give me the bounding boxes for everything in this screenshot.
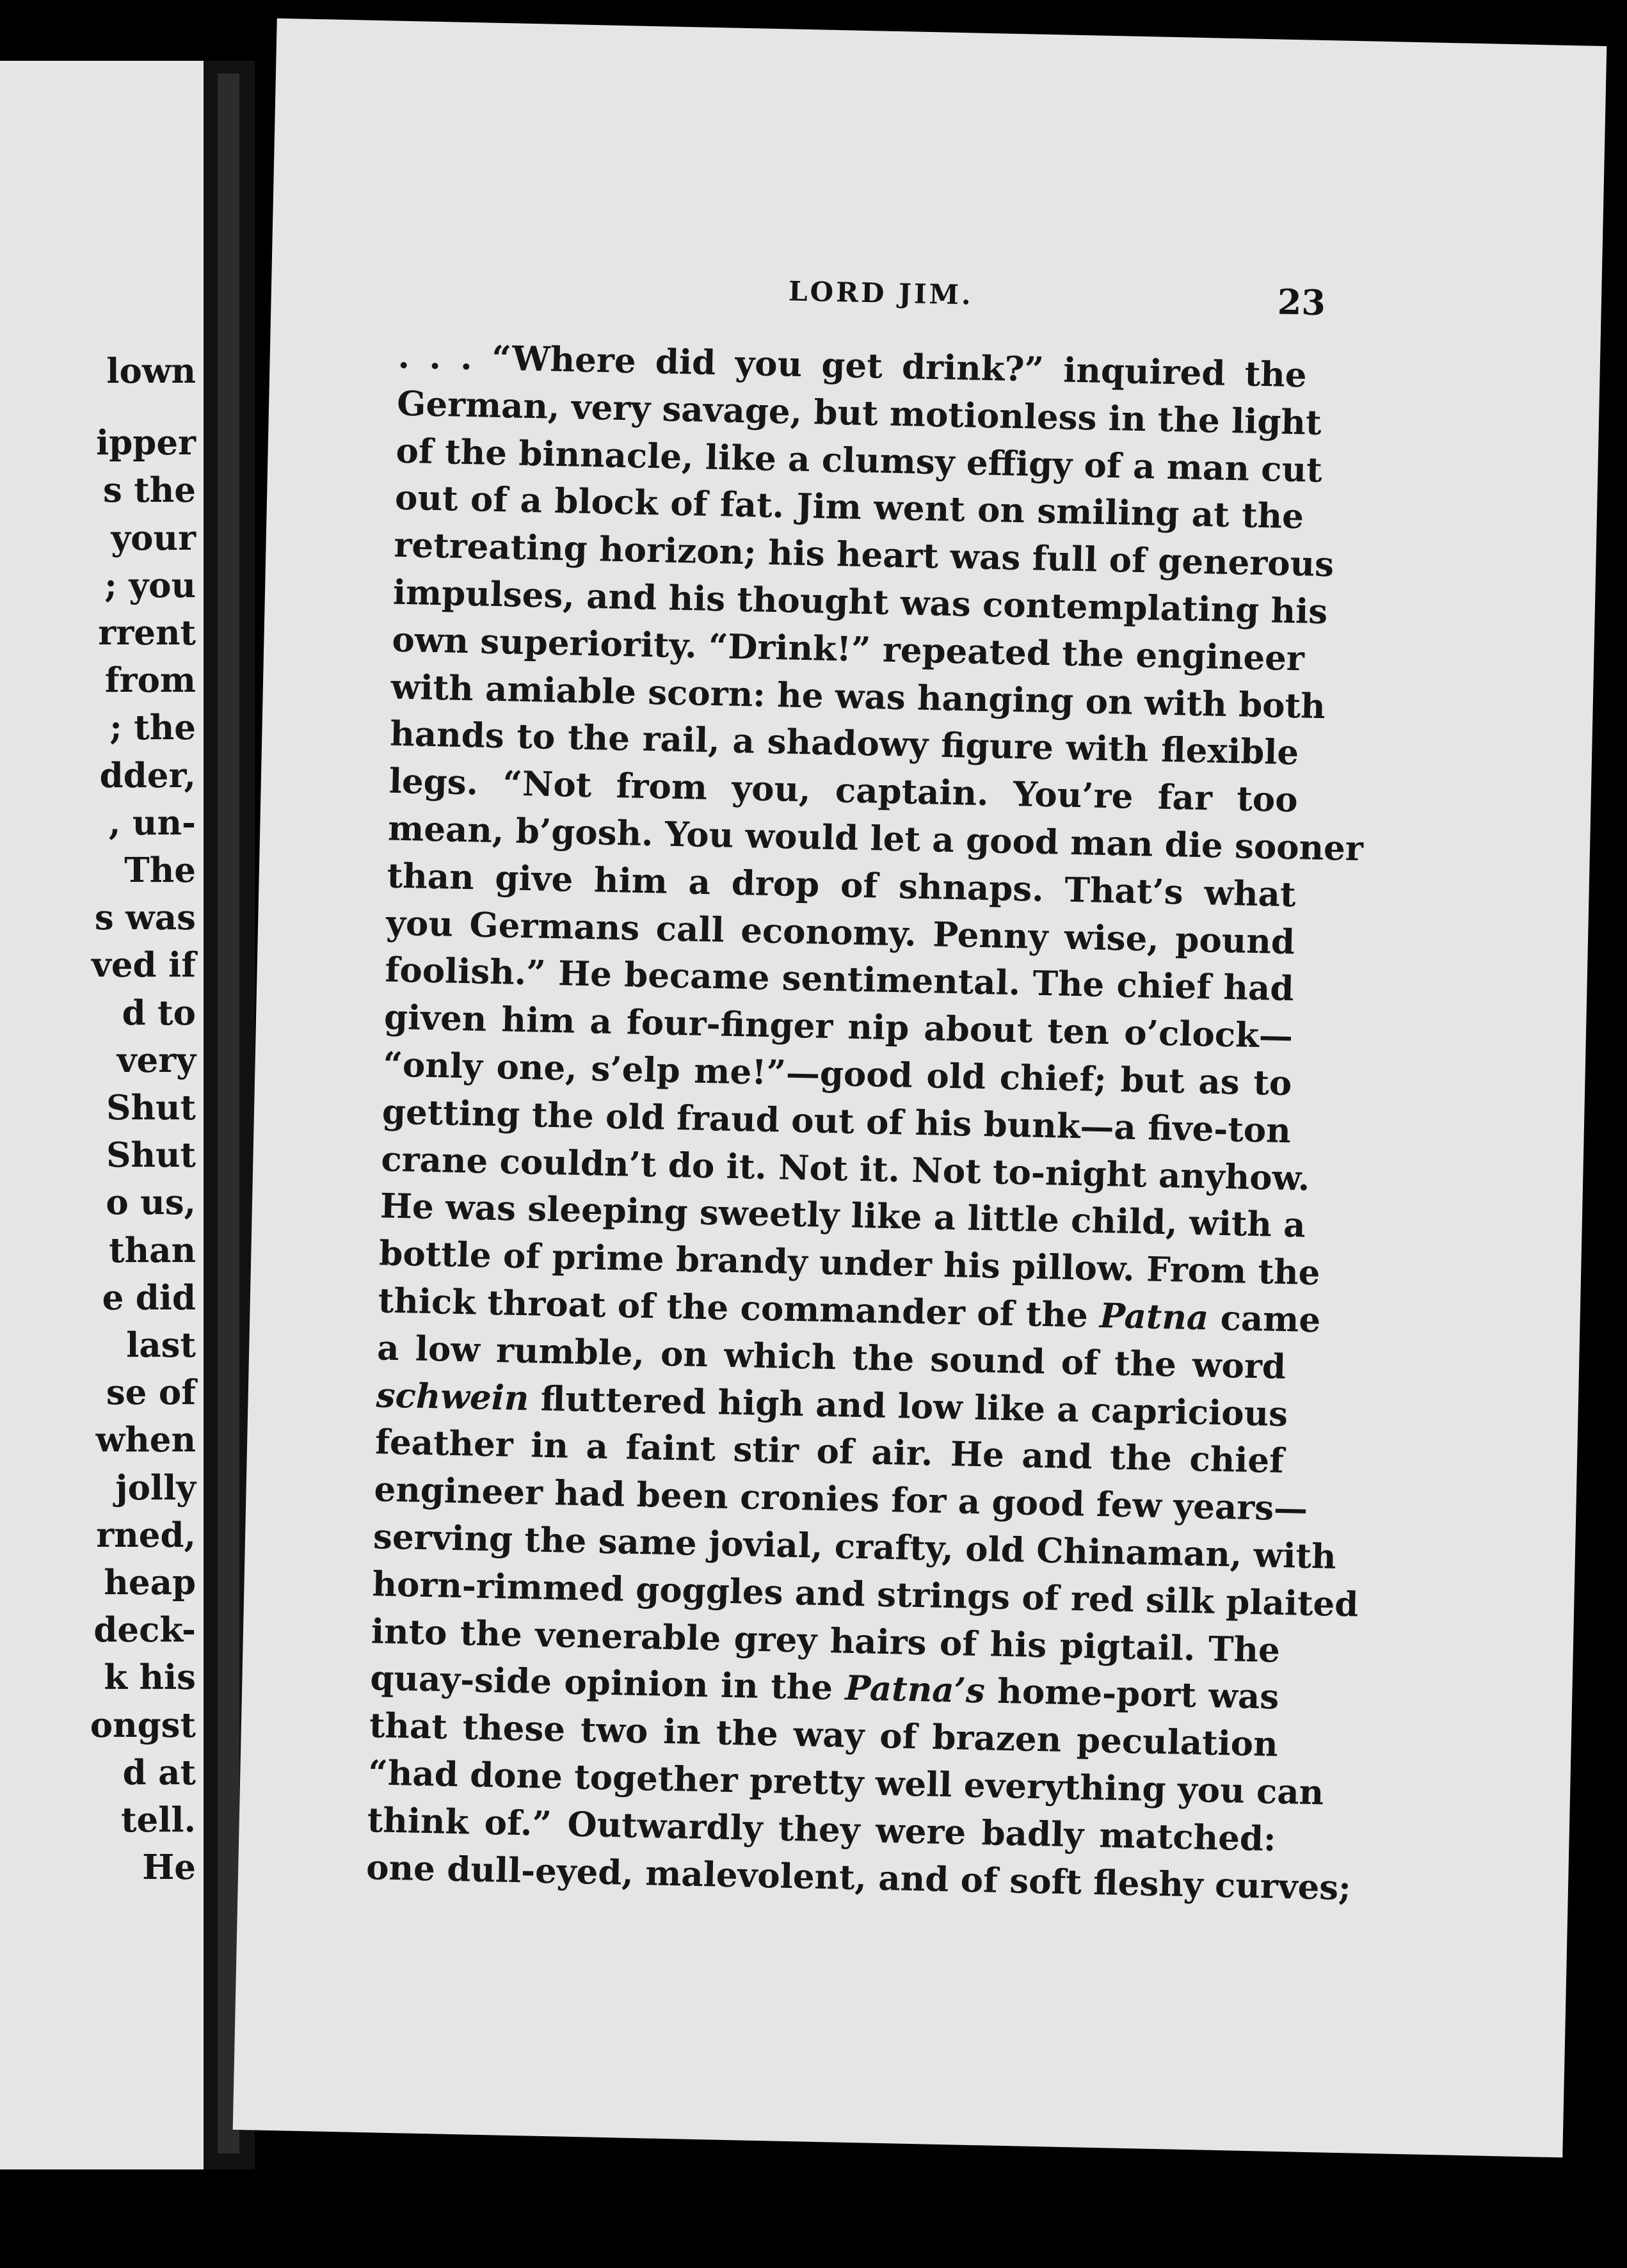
left-text-line: d to [122, 993, 196, 1033]
text-line: quay-side opinion in the Patna’s home-port was [369, 1658, 1279, 1718]
text-line: . . . “Where did you get drink?” inquired the [397, 336, 1308, 395]
previous-page [0, 61, 204, 2169]
left-text-line: last [126, 1325, 196, 1366]
text-line: one dull-eyed, malevolent, and of soft fleshy curves; [365, 1847, 1352, 1908]
left-text-line: from [104, 660, 196, 701]
spine-gutter [218, 74, 239, 2153]
text-line: serving the same jovial, crafty, old Chinaman, with [373, 1517, 1337, 1577]
previous-page-text [90, 347, 196, 1892]
text-line: crane couldn’t do it. Not it. Not to-night anyhow. [380, 1138, 1311, 1199]
text-line: out of a block of fat. Jim went on smiling at the [394, 478, 1304, 537]
left-text-line: very [116, 1040, 196, 1080]
text-line: feather in a faint stir of air. He and the chief [374, 1422, 1285, 1481]
left-text-line: ved if [92, 945, 196, 986]
text-line: getting the old fraud out of his bunk—a five-ton [381, 1092, 1292, 1151]
left-text-line: se of [106, 1373, 196, 1413]
running-head: LORD JIM. [788, 275, 974, 311]
left-text-line: e did [102, 1277, 196, 1318]
left-text-line: dder, [99, 755, 196, 795]
left-text-line: k his [104, 1657, 196, 1698]
text-line: own superiority. “Drink!” repeated the engineer [391, 619, 1305, 679]
left-text-line: tell. [121, 1800, 196, 1841]
text-line: legs. “Not from you, captain. You’re far too [389, 761, 1299, 820]
left-text-line: ; you [104, 565, 196, 605]
left-text-line: when [95, 1420, 196, 1460]
left-text-line: ongst [90, 1705, 196, 1745]
page-body-text [365, 333, 1364, 1911]
text-line: bottle of prime brandy under his pillow. From the [378, 1233, 1320, 1293]
left-text-line: jolly [115, 1467, 196, 1508]
text-line: hands to the rail, a shadowy figure with flexible [389, 714, 1299, 773]
left-text-line: o us, [106, 1183, 196, 1223]
left-text-line: deck- [93, 1610, 196, 1650]
text-line: engineer had been cronies for a good few years— [374, 1469, 1308, 1529]
text-line: He was sleeping sweetly like a little child, with a [380, 1186, 1306, 1246]
left-text-line: rrent [98, 613, 196, 653]
text-line: foolish.” He became sentimental. The chief had [385, 950, 1295, 1009]
left-text-line: s was [94, 898, 196, 938]
page-number: 23 [1277, 281, 1326, 324]
left-text-line: The [124, 850, 196, 891]
text-line: than give him a drop of shnaps. That’s what [387, 856, 1297, 914]
left-text-line: ; the [109, 708, 196, 748]
left-text-line: s the [102, 470, 196, 511]
text-line: that these two in the way of brazen peculation [369, 1705, 1279, 1765]
left-text-line: rned, [96, 1515, 196, 1555]
text-line: with amiable scorn: he was hanging on with both [390, 667, 1326, 726]
left-text-line: Shut [106, 1088, 196, 1128]
text-line: schwein fluttered high and low like a capricious [376, 1375, 1288, 1434]
left-text-line: , un- [109, 803, 196, 843]
current-page [233, 19, 1607, 2158]
left-text-line: your [111, 518, 196, 558]
left-text-line: lown [106, 351, 196, 391]
left-text-line: ipper [96, 423, 196, 463]
left-text-line: heap [104, 1563, 196, 1603]
text-line: of the binnacle, like a clumsy effigy of a man cut [396, 431, 1323, 490]
left-text-line: than [109, 1230, 196, 1270]
left-text-line: Shut [106, 1135, 196, 1176]
text-line: into the venerable grey hairs of his pigtail. The [371, 1611, 1281, 1670]
text-line: given him a four-finger nip about ten o’clock— [383, 997, 1294, 1057]
left-text-line: d at [122, 1752, 196, 1793]
text-line: mean, b’gosh. You would let a good man die sooner [387, 808, 1364, 869]
text-line: impulses, and his thought was contemplating his [392, 572, 1328, 632]
text-line: thick throat of the commander of the Patna came [378, 1281, 1321, 1341]
text-line: retreating horizon; his heart was full of generous [393, 525, 1334, 585]
text-line: German, very savage, but motionless in the light [396, 383, 1322, 443]
text-line: you Germans call economy. Penny wise, pound [385, 903, 1295, 962]
text-line: horn-rimmed goggles and strings of red silk plaited [371, 1563, 1359, 1625]
text-line: think of.” Outwardly they were badly matched: [367, 1800, 1277, 1859]
text-line: a low rumble, on which the sound of the word [376, 1328, 1286, 1387]
text-line: “only one, s’elp me!”—good old chief; but as to [382, 1044, 1292, 1104]
text-line: “had done together pretty well everything you can [367, 1753, 1324, 1813]
left-text-line: He [142, 1848, 196, 1888]
